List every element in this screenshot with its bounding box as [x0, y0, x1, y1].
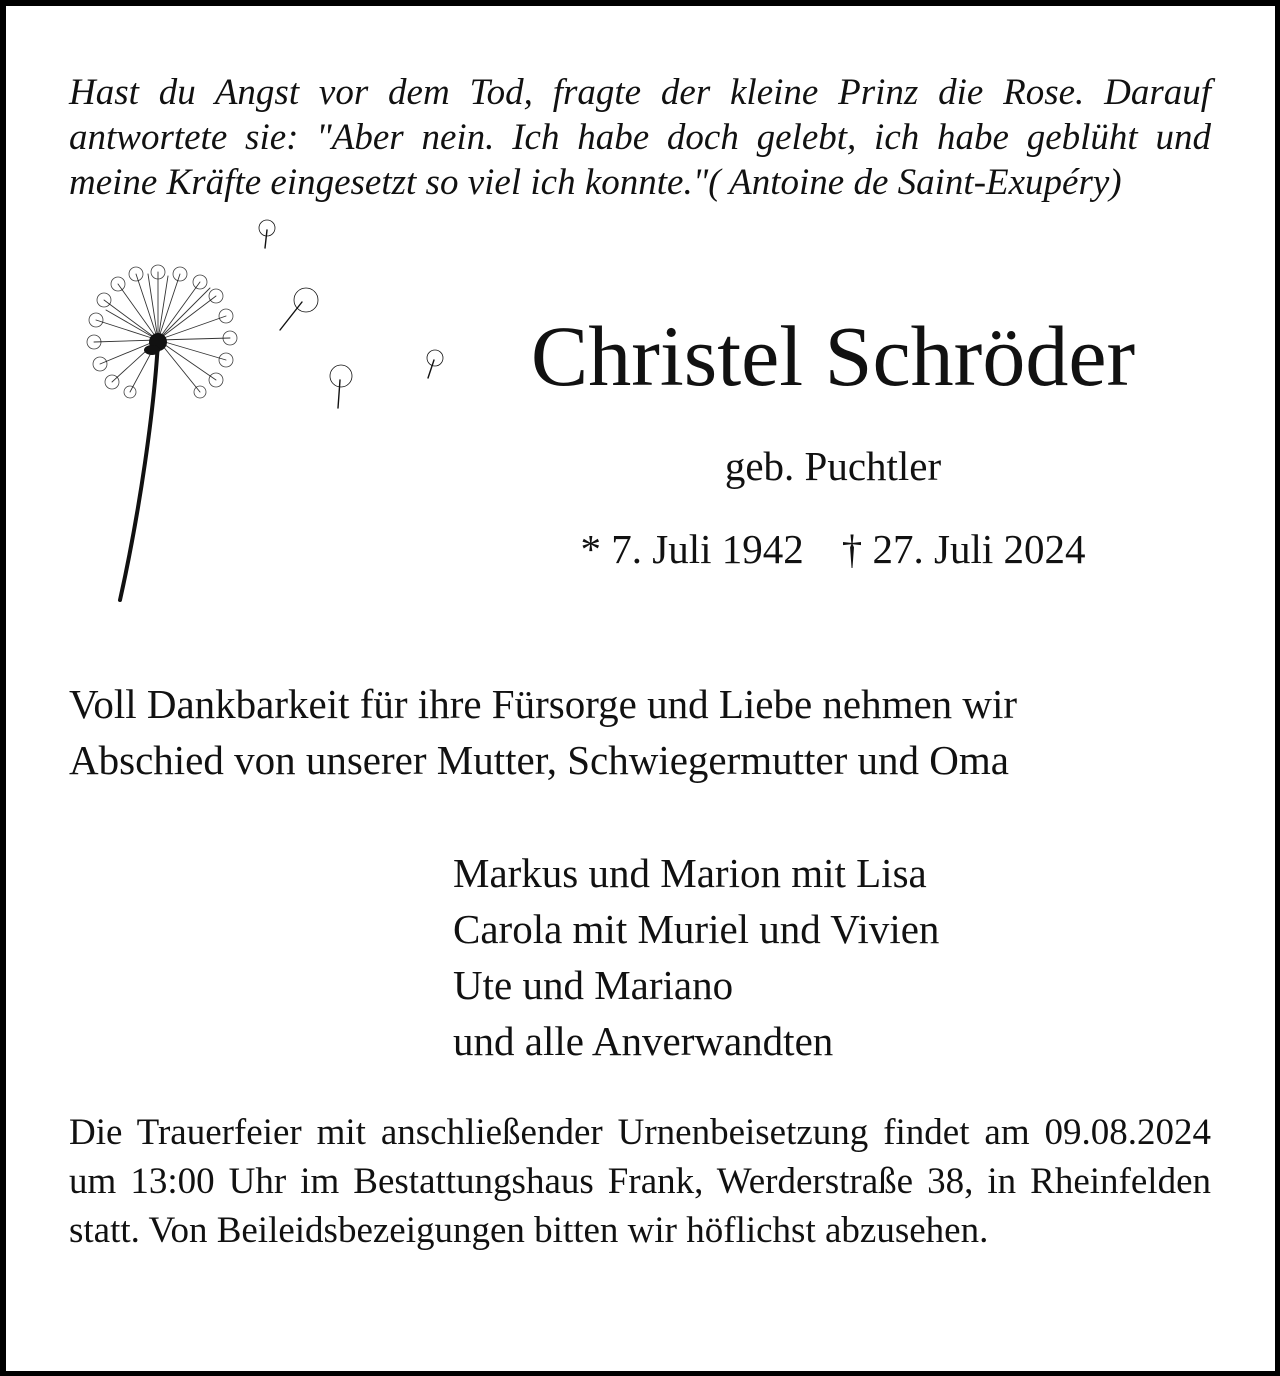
gratitude-text: [69, 676, 1219, 788]
gratitude-line-1: Voll Dankbarkeit für ihre Fürsorge und Liebe nehmen wir: [69, 681, 1018, 727]
dandelion-icon: [40, 210, 470, 620]
deceased-name: Christel Schröder: [530, 308, 1136, 404]
funeral-notice: Die Trauerfeier mit anschließender Urnenbeisetzung findet am 09.08.2024 um 13:00 Uhr im Bestattungshaus Frank, Werderstraße 38, in Rheinfelden statt. Von Beileidsbezeigungen bitten wir höflichst abzusehen.: [69, 1112, 1211, 1251]
birth-date: * 7. Juli 1942: [580, 526, 804, 572]
mourners-list: [453, 845, 939, 1069]
mourner-line: Ute und Mariano: [453, 962, 734, 1008]
gratitude-line-2: Abschied von unserer Mutter, Schwiegermutter und Oma: [69, 737, 1009, 783]
life-dates: [470, 525, 1196, 573]
mourner-line: Markus und Marion mit Lisa: [453, 850, 927, 896]
birth-name: geb. Puchtler: [724, 443, 942, 489]
death-date: † 27. Juli 2024: [841, 526, 1086, 572]
mourner-line: und alle Anverwandten: [453, 1018, 834, 1064]
mourner-line: Carola mit Muriel und Vivien: [453, 906, 940, 952]
opening-quote: Hast du Angst vor dem Tod, fragte der kleine Prinz die Rose. Darauf antwortete sie: "Aber nein. Ich habe doch gelebt, ich habe geblüht und meine Kräfte eingesetzt so viel ich konnte."( Antoine de Saint-Exupéry): [69, 72, 1211, 203]
